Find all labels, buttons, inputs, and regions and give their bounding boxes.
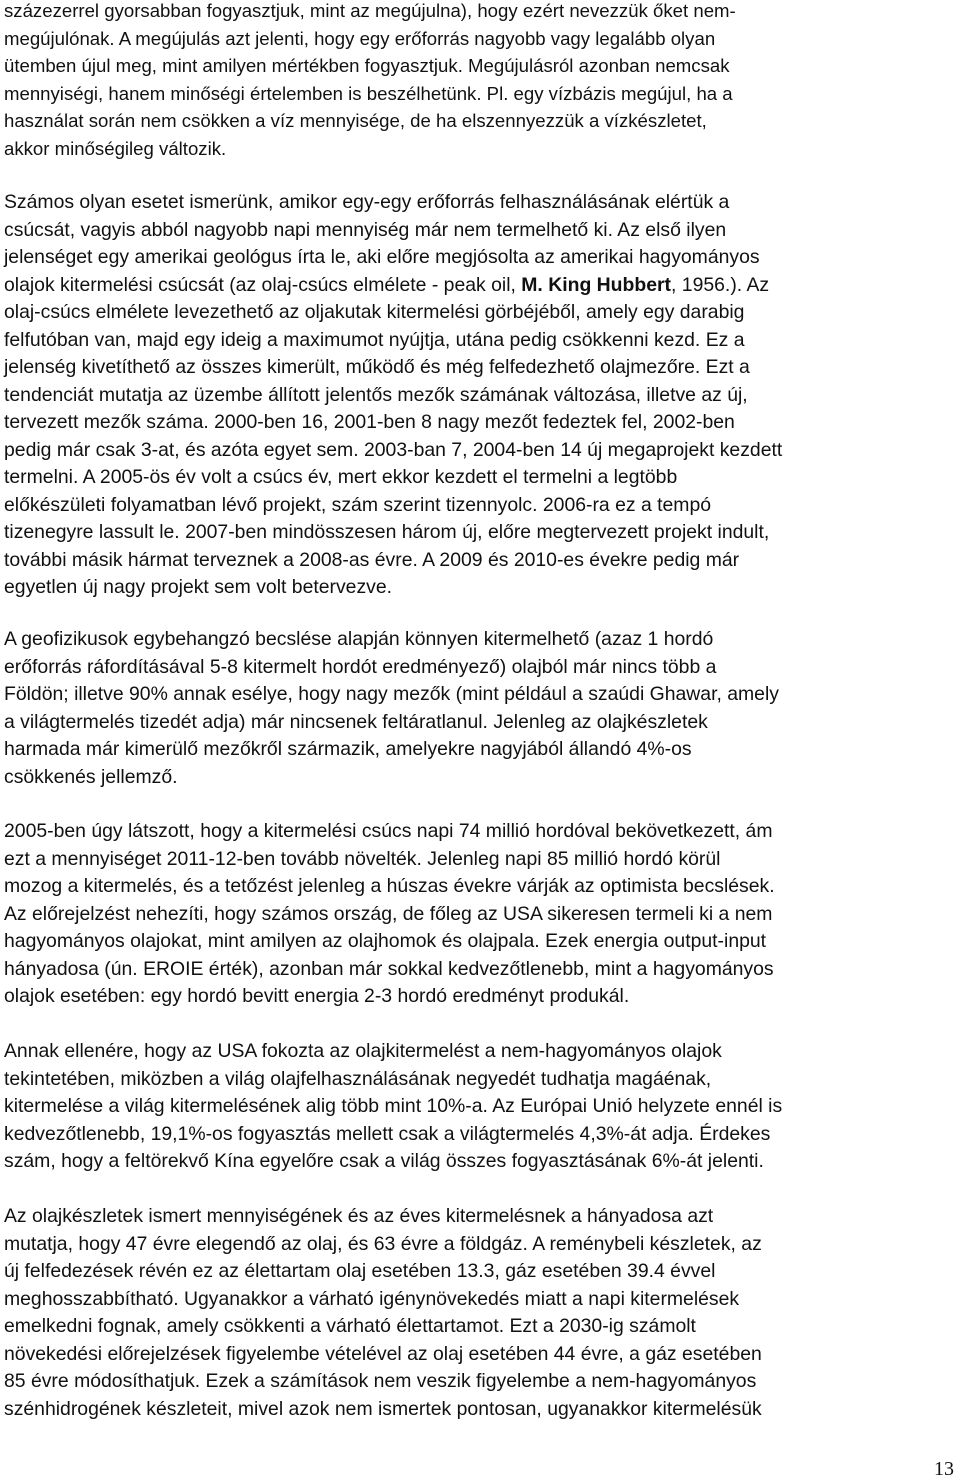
text-line: szénhidrogének készleteit, mivel azok nem ismertek pontosan, ugyanakkor kitermelésük — [4, 1397, 762, 1420]
text-line: olajok esetében: egy hordó bevitt energia 2-3 hordó eredményt produkál. — [4, 985, 630, 1007]
text-line: megújulónak. A megújulás azt jelenti, hogy egy erőforrás nagyobb vagy legalább olyan — [4, 27, 716, 49]
text-line: olaj-csúcs elmélete levezethető az oljakutak kitermelési görbéjéből, amely egy darabig — [4, 301, 745, 323]
text-line: harmada már kimerülő mezőkről származik, amelyekre nagyjából állandó 4%-os — [4, 738, 692, 760]
text-line: mozog a kitermelés, és a tetőzést jelenleg a húszas évekre várják az optimista becslések. — [4, 875, 775, 897]
text-line: pedig már csak 3-at, és azóta egyet sem. 2003-ban 7, 2004-ben 14 új megaprojekt kezdett — [4, 438, 783, 461]
text-line: százezerrel gyorsabban fogyasztjuk, mint az megújulna), hogy ezért nevezzük őket nem- — [4, 0, 736, 21]
text-line: csúcsát, vagyis abból nagyobb napi mennyiség már nem termelhető ki. Az első ilyen — [4, 218, 727, 241]
text-line-with-bold-name — [4, 272, 956, 300]
text-line: hányadosa (ún. EROIE érték), azonban már sokkal kedvezőtlenebb, mint a hagyományos — [4, 957, 774, 980]
text-line: használat során nem csökken a víz mennyisége, de ha elszennyezzük a vízkészletet, — [4, 110, 707, 131]
paragraph-production-peak — [4, 818, 956, 1011]
text-line: felfutóban van, majd egy ideig a maximumot nyújtja, utána pedig csökkenni kezd. Ez a — [4, 328, 745, 351]
text-line: Az olajkészletek ismert mennyiségének és az éves kitermelésnek a hányadosa azt — [4, 1205, 714, 1227]
text-line: növekedési előrejelzések figyelembe vételével az olaj esetében 44 évre, a gáz esetében — [4, 1342, 762, 1365]
paragraph-usa-eu-china — [4, 1038, 956, 1176]
text-line: további másik hármat terveznek a 2008-as évre. A 2009 és 2010-es évekre pedig már — [4, 548, 740, 571]
text-line: új felfedezések révén ez az élettartam olaj esetében 13.3, gáz esetében 39.4 évvel — [4, 1260, 716, 1282]
text-line: Földön; illetve 90% annak esélye, hogy nagy mezők (mint például a szaúdi Ghawar, amely — [4, 683, 779, 705]
page-number: 13 — [934, 1458, 954, 1480]
text-line: A geofizikusok egybehangzó becslése alapján könnyen kitermelhető (azaz 1 hordó — [4, 628, 714, 650]
text-line: akkor minőségileg változik. — [4, 137, 227, 159]
text-line: tekintetében, miközben a világ olajfelhasználásának negyedét tudhatja magáénak, — [4, 1067, 712, 1090]
paragraph-reserves-lifetime — [4, 1203, 956, 1423]
text-line: emelkedni fognak, amely csökkenti a várható élettartamot. Ezt a 2030-ig számolt — [4, 1315, 696, 1337]
text-line: jelenség kivetíthető az összes kimerült, működő és még felfedezhető olajmezőre. Ezt a — [4, 356, 750, 378]
text-line: tizenegyre lassult le. 2007-ben mindösszesen három új, előre megtervezett projekt indult, — [4, 521, 770, 543]
text-line: hagyományos olajokat, mint amilyen az olajhomok és olajpala. Ezek energia output-input — [4, 930, 767, 952]
text-line: Az előrejelzést nehezíti, hogy számos ország, de főleg az USA sikeresen termeli ki a nem — [4, 902, 773, 925]
text-line: Annak ellenére, hogy az USA fokozta az olajkitermelést a nem-hagyományos olajok — [4, 1040, 722, 1062]
text-line: 85 évre módosíthatjuk. Ezek a számítások nem veszik figyelembe a nem-hagyományos — [4, 1370, 757, 1392]
text-line: termelni. A 2005-ös év volt a csúcs év, mert ekkor kezdett el termelni a legtöbb — [4, 466, 678, 488]
text-line: mutatja, hogy 47 évre elegendő az olaj, és 63 évre a földgáz. A reménybeli készletek, az — [4, 1232, 762, 1255]
text-line: ezt a mennyiséget 2011-12-ben tovább növelték. Jelenleg napi 85 millió hordó körül — [4, 847, 721, 870]
text-line: 2005-ben úgy látszott, hogy a kitermelési csúcs napi 74 millió hordóval bekövetkezett, ám — [4, 820, 773, 842]
text-line: tendenciát mutatja az üzembe állított jelentős mezők számának változása, illetve az új, — [4, 383, 748, 406]
text-line: szám, hogy a feltörekvő Kína egyelőre csak a világ összes fogyasztásának 6%-át jelenti. — [4, 1150, 764, 1172]
text-line: meghosszabbítható. Ugyanakkor a várható igénynövekedés miatt a napi kitermelések — [4, 1287, 740, 1310]
text-line: mennyiségi, hanem minőségi értelemben is beszélhetünk. Pl. egy vízbázis megújul, ha a — [4, 82, 733, 104]
text-line: tervezett mezők száma. 2000-ben 16, 2001-ben 8 nagy mezőt fedeztek fel, 2002-ben — [4, 411, 735, 433]
text-line: ütemben újul meg, mint amilyen mértékben fogyasztjuk. Megújulásról azonban nemcsak — [4, 55, 730, 76]
text-line: erőforrás ráfordításával 5-8 kitermelt hordót eredményező) olajból már nincs több a — [4, 655, 717, 678]
inline-text: olajok kitermelési csúcsát (az olaj-csúcs elmélete - peak oil, — [4, 273, 522, 296]
text-line: egyetlen új nagy projekt sem volt betervezve. — [4, 576, 393, 598]
inline-text: , 1956.). Az — [671, 273, 770, 296]
text-line: kitermelése a világ kitermelésének alig több mint 10%-a. Az Európai Unió helyzete ennél is — [4, 1095, 783, 1117]
text-line: kedvezőtlenebb, 19,1%-os fogyasztás mellett csak a világtermelés 4,3%-át adja. Érdekes — [4, 1122, 771, 1145]
paragraph-geophysicists — [4, 626, 956, 791]
text-line: Számos olyan esetet ismerünk, amikor egy-egy erőforrás felhasználásának elértük a — [4, 191, 730, 213]
text-line: előkészületi folyamatban lévő projekt, szám szerint tizennyolc. 2006-ra ez a tempó — [4, 493, 712, 516]
text-line: csökkenés jellemző. — [4, 765, 178, 788]
paragraph-renewability — [4, 0, 956, 162]
bold-person-name: M. King Hubbert — [521, 273, 672, 296]
paragraph-peak-oil — [4, 189, 956, 602]
text-line: a világtermelés tizedét adja) már nincsenek feltáratlanul. Jelenleg az olajkészletek — [4, 710, 708, 733]
text-line: jelenséget egy amerikai geológus írta le, aki előre megjósolta az amerikai hagyományos — [4, 246, 760, 268]
